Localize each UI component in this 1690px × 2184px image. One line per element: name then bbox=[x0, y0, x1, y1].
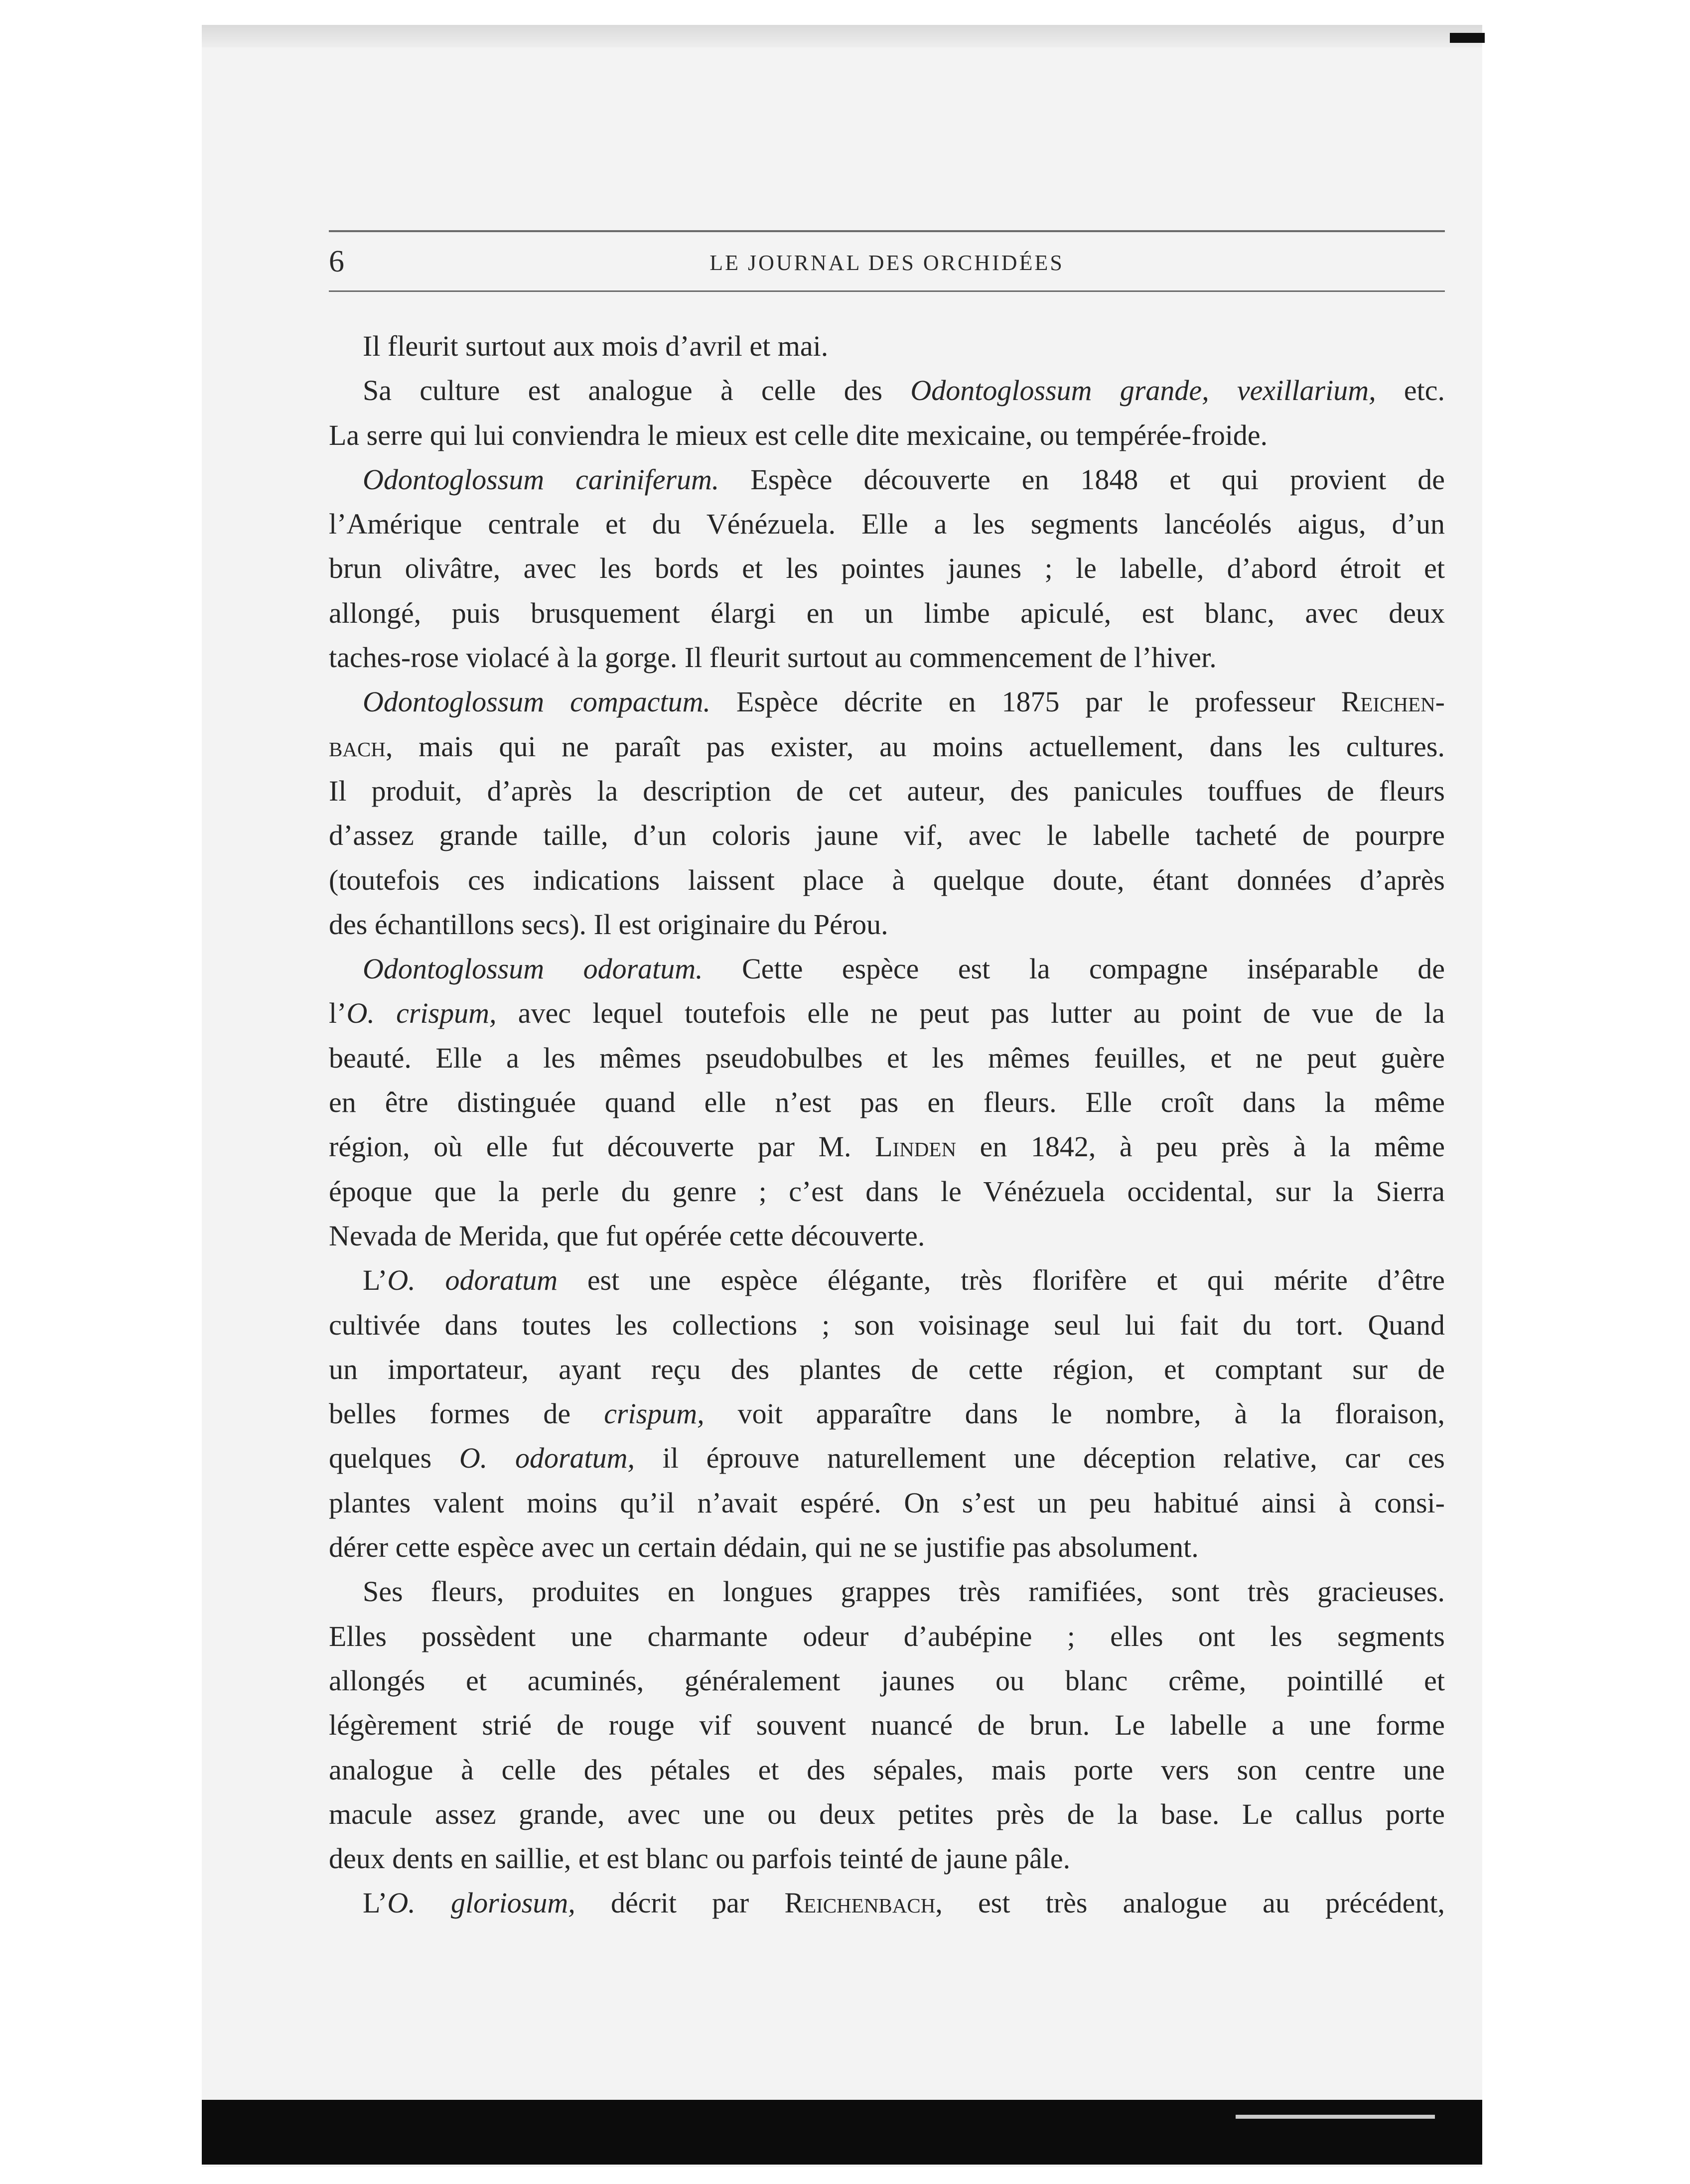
text-line: allongé, puis brusquement élargi en un limbe apiculé, est blanc, avec deux bbox=[329, 596, 1445, 629]
text-line: l’Amérique centrale et du Vénézuela. Elle a les segments lancéolés aigus, d’un bbox=[329, 508, 1445, 541]
text-line: Elles possèdent une charmante odeur d’aubépine ; elles ont les segments bbox=[329, 1620, 1445, 1652]
text-line: région, où elle fut découverte par M. Linden en 1842, à peu près à la même bbox=[329, 1130, 1445, 1163]
text-line: époque que la perle du genre ; c’est dans le Vénézuela occidental, sur la Sierra bbox=[329, 1175, 1445, 1208]
text-line: (toutefois ces indications laissent place à quelque doute, étant données d’après bbox=[329, 863, 1445, 896]
text-line: l’O. crispum, avec lequel toutefois elle ne peut pas lutter au point de vue de la bbox=[329, 997, 1445, 1030]
text-line: légèrement strié de rouge vif souvent nuancé de brun. Le labelle a une forme bbox=[329, 1709, 1445, 1742]
running-header bbox=[329, 244, 1445, 279]
text-line: deux dents en saillie, et est blanc ou parfois teinté de jaune pâle. bbox=[329, 1842, 1071, 1875]
text-line: cultivée dans toutes les collections ; son voisinage seul lui fait du tort. Quand bbox=[329, 1308, 1445, 1341]
text-line: quelques O. odoratum, il éprouve naturellement une déception relative, car ces bbox=[329, 1442, 1445, 1475]
header-rule-bottom bbox=[329, 290, 1445, 292]
text-line: dérer cette espèce avec un certain dédain, qui ne se justifie pas absolument. bbox=[329, 1531, 1199, 1564]
scan-band-highlight bbox=[1236, 2115, 1435, 2119]
text-line: des échantillons secs). Il est originaire du Pérou. bbox=[329, 908, 888, 941]
text-line: Ses fleurs, produites en longues grappes très ramifiées, sont très gracieuses. bbox=[363, 1575, 1445, 1608]
text-line: Odontoglossum odoratum. Cette espèce est la compagne inséparable de bbox=[363, 953, 1445, 985]
text-line: analogue à celle des pétales et des sépales, mais porte vers son centre une bbox=[329, 1753, 1445, 1786]
text-line: d’assez grande taille, d’un coloris jaune vif, avec le labelle tacheté de pourpre bbox=[329, 819, 1445, 852]
page-number: 6 bbox=[329, 245, 344, 278]
text-line: Il produit, d’après la description de cet auteur, des panicules touffues de fleurs bbox=[329, 774, 1445, 807]
text-line: beauté. Elle a les mêmes pseudobulbes et les mêmes feuilles, et ne peut guère bbox=[329, 1041, 1445, 1074]
text-line: en être distinguée quand elle n’est pas en fleurs. Elle croît dans la même bbox=[329, 1086, 1445, 1119]
text-line: allongés et acuminés, généralement jaunes ou blanc crême, pointillé et bbox=[329, 1664, 1445, 1697]
text-line: taches-rose violacé à la gorge. Il fleurit surtout au commencement de l’hiver. bbox=[329, 641, 1217, 674]
journal-title: LE JOURNAL DES ORCHIDÉES bbox=[709, 251, 1064, 275]
text-line: brun olivâtre, avec les bords et les pointes jaunes ; le labelle, d’abord étroit et bbox=[329, 552, 1445, 585]
scan-corner-mark bbox=[1450, 33, 1485, 43]
text-line: L’O. odoratum est une espèce élégante, très florifère et qui mérite d’être bbox=[363, 1264, 1445, 1297]
scan-bottom-band bbox=[202, 2100, 1482, 2165]
text-line: L’O. gloriosum, décrit par Reichenbach, est très analogue au précédent, bbox=[363, 1887, 1445, 1919]
text-line: plantes valent moins qu’il n’avait espéré. On s’est un peu habitué ainsi à consi- bbox=[329, 1486, 1445, 1519]
article-text bbox=[329, 324, 1445, 1925]
text-line: un importateur, ayant reçu des plantes de cette région, et comptant sur de bbox=[329, 1353, 1445, 1385]
text-line: bach, mais qui ne paraît pas exister, au moins actuellement, dans les cultures. bbox=[329, 730, 1445, 763]
text-line: Sa culture est analogue à celle des Odontoglossum grande, vexillarium, etc. bbox=[363, 374, 1445, 407]
text-line: Odontoglossum compactum. Espèce décrite en 1875 par le professeur Reichen- bbox=[363, 685, 1445, 718]
header-rule-top bbox=[329, 230, 1445, 232]
page-top-edge bbox=[202, 25, 1482, 47]
text-line: Odontoglossum cariniferum. Espèce découverte en 1848 et qui provient de bbox=[363, 463, 1445, 496]
text-line: macule assez grande, avec une ou deux petites près de la base. Le callus porte bbox=[329, 1797, 1445, 1830]
text-line: belles formes de crispum, voit apparaître dans le nombre, à la floraison, bbox=[329, 1397, 1445, 1430]
text-line: Il fleurit surtout aux mois d’avril et mai. bbox=[363, 330, 829, 362]
text-line: Nevada de Merida, que fut opérée cette découverte. bbox=[329, 1219, 925, 1252]
text-line: La serre qui lui conviendra le mieux est celle dite mexicaine, ou tempérée-froide. bbox=[329, 418, 1268, 451]
